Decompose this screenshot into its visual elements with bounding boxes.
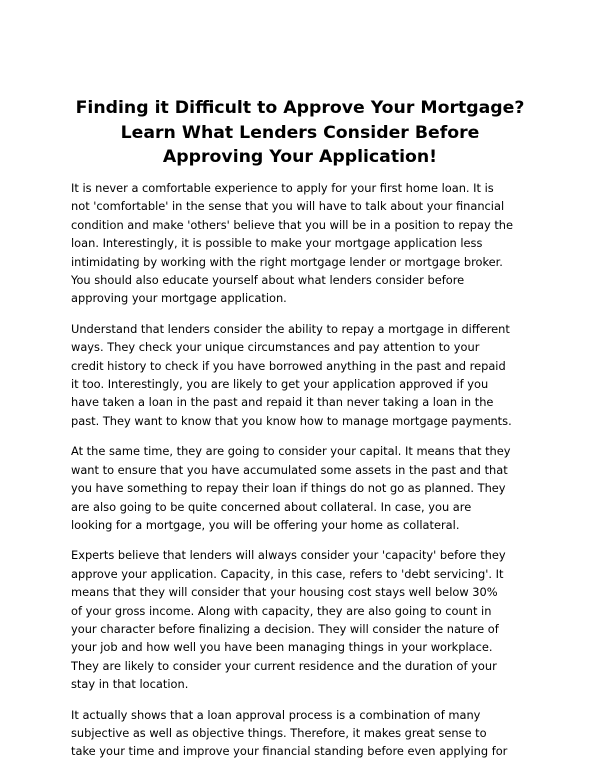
text-line: want to ensure that you have accumulated some assets in the past and that bbox=[71, 462, 508, 477]
text-line: past. They want to know that you know how to manage mortgage payments. bbox=[71, 413, 512, 428]
text-line: your character before finalizing a decision. They will consider the nature of bbox=[71, 621, 499, 636]
title-line: Finding it Difficult to Approve Your Mortgage? bbox=[75, 98, 525, 118]
text-line: They are likely to consider your current residence and the duration of your bbox=[71, 658, 497, 673]
paragraph-1 bbox=[71, 179, 547, 308]
text-line: it too. Interestingly, you are likely to get your application approved if you bbox=[71, 377, 489, 392]
text-line: Experts believe that lenders will always consider your 'capacity' before they bbox=[71, 548, 506, 563]
text-line: intimidating by working with the right mortgage lender or mortgage broker. bbox=[71, 254, 503, 269]
text-line: looking for a mortgage, you will be offering your home as collateral. bbox=[71, 517, 460, 532]
text-line: At the same time, they are going to consider your capital. It means that they bbox=[71, 444, 511, 459]
text-line: loan. Interestingly, it is possible to make your mortgage application less bbox=[71, 236, 483, 251]
document-body bbox=[71, 179, 547, 773]
text-line: credit history to check if you have borrowed anything in the past and repaid bbox=[71, 358, 506, 373]
text-line: It actually shows that a loan approval process is a combination of many bbox=[71, 707, 481, 722]
text-line: take your time and improve your financial standing before even applying for bbox=[71, 744, 508, 759]
title-line: Learn What Lenders Consider Before bbox=[120, 122, 480, 143]
text-line: means that they will consider that your housing cost stays well below 30% bbox=[71, 585, 498, 600]
text-line: approve your application. Capacity, in this case, refers to 'debt servicing'. It bbox=[71, 566, 504, 581]
text-line: You should also educate yourself about what lenders consider before bbox=[71, 273, 465, 288]
paragraph-2 bbox=[71, 320, 547, 430]
text-line: It is never a comfortable experience to apply for your first home loan. It is bbox=[71, 181, 494, 195]
text-line: ways. They check your unique circumstances and pay attention to your bbox=[71, 340, 480, 355]
title-line: Approving Your Application! bbox=[162, 147, 438, 167]
document-title bbox=[40, 96, 560, 170]
text-line: condition and make 'others' believe that you will be in a position to repay the bbox=[71, 217, 514, 232]
text-line: not 'comfortable' in the sense that you will have to talk about your financial bbox=[71, 199, 505, 214]
text-line: you have something to repay their loan if things do not go as planned. They bbox=[71, 481, 506, 496]
text-line: your job and how well you have been managing things in your workplace. bbox=[71, 640, 493, 655]
text-line: have taken a loan in the past and repaid it than never taking a loan in the bbox=[71, 395, 494, 410]
text-line: approving your mortgage application. bbox=[71, 291, 287, 306]
paragraph-5 bbox=[71, 706, 547, 761]
text-line: Understand that lenders consider the ability to repay a mortgage in different bbox=[71, 321, 510, 336]
paragraph-4 bbox=[71, 546, 547, 693]
text-line: subjective as well as objective things. Therefore, it makes great sense to bbox=[71, 725, 487, 740]
paragraph-3 bbox=[71, 442, 547, 534]
text-line: are also going to be quite concerned about collateral. In case, you are bbox=[71, 499, 472, 514]
text-line: stay in that location. bbox=[71, 677, 189, 692]
text-line: of your gross income. Along with capacity, they are also going to count in bbox=[71, 603, 492, 618]
